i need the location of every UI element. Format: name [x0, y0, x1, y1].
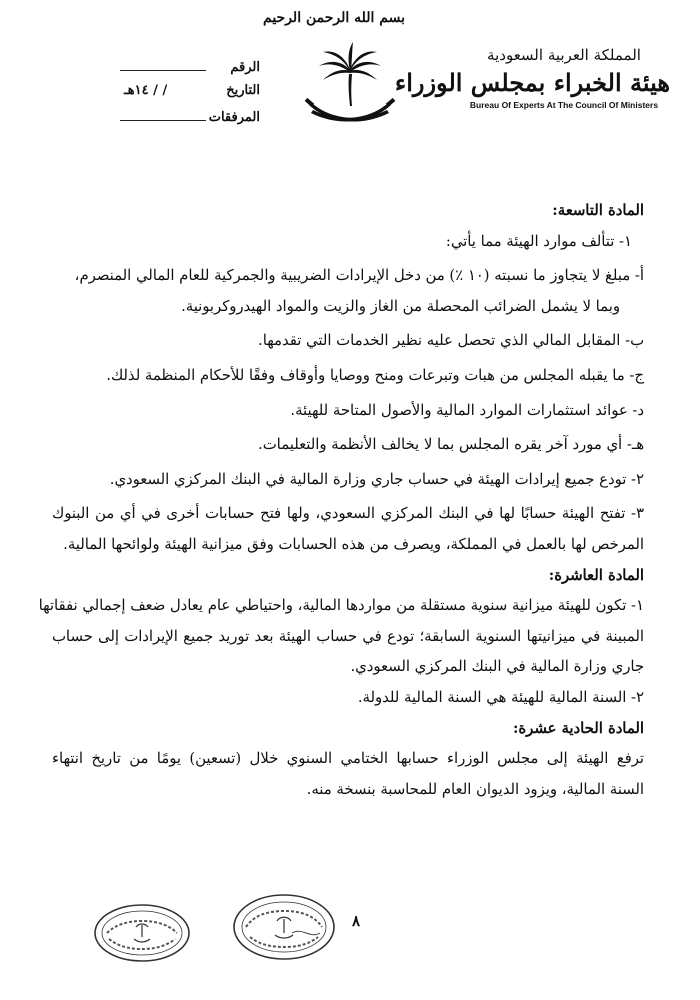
- article-11-line-2: السنة المالية، ويزود الديوان العام للمحاسبة بنسخة منه.: [306, 780, 644, 798]
- article-9-item-2: ٢- تودع جميع إيرادات الهيئة في حساب جاري وزارة المالية في البنك المركزي السعودي.: [109, 470, 644, 488]
- attachments-line: [120, 108, 206, 121]
- bureau-of-experts-stamp: [232, 893, 336, 961]
- org-country: المملكة العربية السعودية: [487, 46, 641, 64]
- article-11-title: المادة الحادية عشرة:: [512, 719, 644, 737]
- reference-line: [120, 58, 206, 71]
- saudi-emblem-icon: [303, 40, 397, 132]
- page-number: ٨: [352, 912, 361, 930]
- article-10-item-2: ٢- السنة المالية للهيئة هي السنة المالية للدولة.: [357, 688, 644, 706]
- date-row: [120, 83, 260, 108]
- basmala: بسم الله الرحمن الرحيم: [263, 10, 405, 26]
- reference-row: [120, 58, 260, 83]
- article-9-item-3-line-2: المرخص لها بالعمل في المملكة، ويصرف من هذه الحسابات وفق ميزانية الهيئة ولوائحها المالية.: [63, 535, 644, 553]
- article-10-item-1-line-3: جاري وزارة المالية في البنك المركزي السعودي.: [350, 658, 644, 676]
- article-9-item-1-e: هـ- أي مورد آخر يقره المجلس بما لا يخالف الأنظمة والتعليمات.: [258, 436, 644, 454]
- article-9-item-1-a-line-1: أ- مبلغ لا يتجاوز ما نسبته (١٠ ٪) من دخل الإيرادات الضريبية والجمركية للعام المالي المنصرم،: [74, 267, 644, 285]
- attachments-row: [120, 108, 260, 133]
- date-value: / / ١٤هـ: [124, 83, 168, 98]
- document-meta: [120, 58, 260, 133]
- org-name-english: Bureau Of Experts At The Council Of Ministers: [469, 100, 659, 110]
- date-label: التاريخ: [226, 83, 260, 98]
- org-name-arabic: هيئة الخبراء بمجلس الوزراء: [394, 68, 670, 97]
- reference-label: الرقم: [230, 60, 260, 75]
- article-9-title: المادة التاسعة:: [552, 202, 644, 219]
- general-secretariat-stamp: [93, 903, 191, 963]
- article-9-item-1: ١- تتألف موارد الهيئة مما يأتي:: [445, 232, 632, 250]
- article-10-item-1-line-1: ١- تكون للهيئة ميزانية سنوية مستقلة من مواردها المالية، واحتياطي عام يعادل ضعف إجمالي نفقاتها: [38, 597, 644, 615]
- article-10-item-1-line-2: المبينة في ميزانيتها السنوية السابقة؛ تودع في حساب الهيئة بعد توريد جميع الإيرادات إلى حساب: [52, 627, 644, 645]
- article-9-item-3-line-1: ٣- تفتح الهيئة حسابًا لها في البنك المركزي السعودي، ولها فتح حسابات أخرى في أي من البنوك: [52, 505, 644, 523]
- article-9-item-1-d: د- عوائد استثمارات الموارد المالية والأصول المتاحة للهيئة.: [290, 401, 644, 419]
- attachments-label: المرفقات: [208, 110, 260, 125]
- article-11-line-1: ترفع الهيئة إلى مجلس الوزراء حسابها الختامي السنوي خلال (تسعين) يومًا من تاريخ انتهاء: [52, 750, 644, 768]
- article-9-item-1-c: ج- ما يقبله المجلس من هبات وتبرعات ومنح ووصايا وأوقاف وفقًا للأحكام المنظمة لذلك.: [106, 366, 644, 384]
- article-9-item-1-b: ب- المقابل المالي الذي تحصل عليه نظير الخدمات التي تقدمها.: [257, 332, 644, 350]
- article-10-title: المادة العاشرة:: [548, 566, 644, 584]
- article-9-item-1-a-line-2: وبما لا يشمل الضرائب المحصلة من الغاز والزيت والمواد الهيدروكربونية.: [181, 297, 620, 315]
- organization-letterhead: [394, 46, 670, 110]
- document-body: [38, 196, 644, 805]
